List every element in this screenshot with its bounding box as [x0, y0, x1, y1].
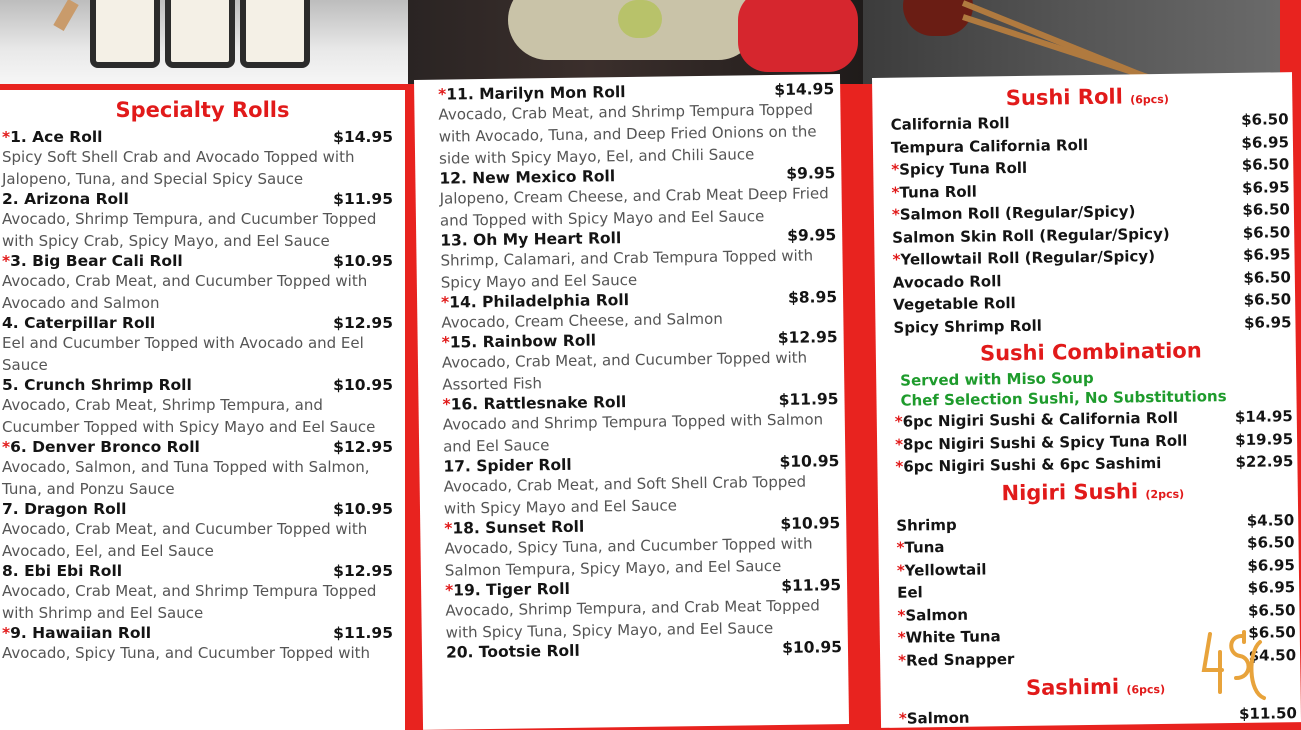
- item-price: $10.95: [782, 638, 842, 657]
- item-price: $6.50: [1248, 599, 1296, 622]
- item-name: 14. Philadelphia Roll: [449, 291, 629, 312]
- item-description: Avocado, Shrimp Tempura, and Crab Meat Topped with Spicy Tuna, Spicy Mayo, and Eel Sauce: [445, 594, 842, 644]
- specialty-rolls-panel: [0, 90, 405, 730]
- item-price: $10.95: [333, 500, 393, 518]
- item-price: $6.95: [1242, 176, 1290, 199]
- item-price: $6.95: [1244, 311, 1292, 334]
- raw-fish-marker: *: [441, 294, 449, 312]
- item-name: California Roll: [891, 114, 1010, 134]
- item-price: $9.95: [787, 226, 836, 245]
- item-price: $11.95: [333, 624, 393, 642]
- sushi-roll-title: Sushi Roll (6pcs): [872, 82, 1292, 112]
- item-description: Avocado, Crab Meat, and Cucumber Topped with Avocado and Salmon: [2, 270, 397, 314]
- item-description: Avocado, Crab Meat, and Shrimp Tempura Topped with Shrimp and Eel Sauce: [2, 580, 397, 624]
- item-description: Avocado, Crab Meat, and Cucumber Topped with Assorted Fish: [442, 346, 839, 396]
- item-price: $6.50: [1243, 266, 1291, 289]
- raw-fish-marker: *: [895, 413, 903, 431]
- item-price: $10.95: [333, 376, 393, 394]
- specialty-rolls-title: Specialty Rolls: [0, 98, 405, 122]
- combo-note-chef: Chef Selection Sushi, No Substitutions: [900, 385, 1296, 411]
- item-description: Shrimp, Calamari, and Crab Tempura Topped with Spicy Mayo and Eel Sauce: [440, 244, 837, 294]
- item-name: Red Snapper: [906, 650, 1015, 670]
- item-description: Spicy Soft Shell Crab and Avocado Topped with Jalopeno, Tuna, and Special Spicy Sauce: [2, 146, 397, 190]
- specialty-rolls-list-2: [414, 74, 848, 662]
- item-name: 8pc Nigiri Sushi & Spicy Tuna Roll: [903, 431, 1188, 453]
- raw-fish-marker: *: [898, 629, 906, 647]
- item-description: Avocado and Shrimp Tempura Topped with Salmon and Eel Sauce: [443, 408, 840, 458]
- menu-item: [2, 252, 397, 314]
- menu-item: [2, 500, 397, 562]
- item-name: 6pc Nigiri Sushi & 6pc Sashimi: [903, 454, 1161, 476]
- raw-fish-marker: *: [445, 582, 453, 600]
- raw-fish-marker: *: [2, 252, 10, 270]
- item-description: Avocado, Spicy Tuna, and Cucumber Topped with Salmon Tempura, Spicy Mayo, and Eel Sauce: [444, 532, 841, 582]
- item-price: $22.95: [1235, 450, 1293, 473]
- item-name: 3. Big Bear Cali Roll: [10, 252, 183, 270]
- item-price: $6.50: [1248, 621, 1296, 644]
- item-price: $14.95: [1235, 405, 1293, 428]
- menu-item: [895, 450, 1293, 478]
- item-description: Jalopeno, Cream Cheese, and Crab Meat Deep Fried and Topped with Spicy Mayo and Eel Sauce: [440, 182, 837, 232]
- item-price: $10.95: [333, 252, 393, 270]
- menu-item: [893, 311, 1291, 339]
- raw-fish-marker: *: [891, 183, 899, 201]
- raw-fish-marker: *: [2, 438, 10, 456]
- item-price: $8.95: [788, 288, 837, 307]
- item-name: White Tuna: [906, 627, 1001, 646]
- item-price: $6.50: [1241, 108, 1289, 131]
- sushi-combination-title: Sushi Combination: [876, 337, 1296, 367]
- raw-fish-marker: *: [897, 561, 905, 579]
- restaurant-logo-icon: [1198, 622, 1268, 712]
- item-price: $12.95: [333, 314, 393, 332]
- item-name: Shrimp: [896, 515, 957, 534]
- item-name: 2. Arizona Roll: [2, 190, 129, 208]
- sushi-roll-list: [872, 106, 1295, 339]
- sushi-roll-photo: [0, 0, 408, 84]
- raw-fish-marker: *: [898, 651, 906, 669]
- raw-fish-marker: *: [892, 206, 900, 224]
- item-price: $6.50: [1247, 531, 1295, 554]
- combo-note-miso: Served with Miso Soup: [900, 365, 1296, 391]
- menu-item: [439, 164, 836, 232]
- item-name: Spicy Shrimp Roll: [893, 316, 1042, 336]
- raw-fish-marker: *: [897, 606, 905, 624]
- raw-fish-marker: *: [442, 334, 450, 352]
- item-name: 7. Dragon Roll: [2, 500, 126, 518]
- item-name: 4. Caterpillar Roll: [2, 314, 155, 332]
- item-price: $6.95: [1248, 576, 1296, 599]
- item-price: $6.50: [1243, 221, 1291, 244]
- item-price: $12.95: [333, 438, 393, 456]
- item-price: $4.50: [1247, 509, 1295, 532]
- item-description: Avocado, Shrimp Tempura, and Cucumber Topped with Spicy Crab, Spicy Mayo, and Eel Sauce: [2, 208, 397, 252]
- menu-item: [442, 328, 839, 396]
- item-name: Yellowtail: [905, 560, 987, 579]
- item-price: $6.50: [1242, 153, 1290, 176]
- item-description: Avocado, Spicy Tuna, and Cucumber Topped with: [2, 642, 397, 664]
- item-name: Tempura California Roll: [891, 135, 1088, 156]
- item-price: $4.50: [1248, 644, 1296, 667]
- item-name: Salmon Roll (Regular/Spicy): [900, 202, 1136, 223]
- item-description: Avocado, Crab Meat, Shrimp Tempura, and Cucumber Topped with Spicy Mayo and Eel Sauce: [2, 394, 397, 438]
- item-price: $11.95: [333, 190, 393, 208]
- combo-list: [877, 405, 1298, 478]
- item-name: Yellowtail Roll (Regular/Spicy): [900, 247, 1155, 269]
- raw-fish-marker: *: [896, 539, 904, 557]
- item-price: $6.95: [1241, 131, 1289, 154]
- photo-strip: [0, 0, 1280, 84]
- item-price: $14.95: [333, 128, 393, 146]
- item-name: 6. Denver Bronco Roll: [10, 438, 200, 456]
- raw-fish-marker: *: [444, 520, 452, 538]
- raw-fish-marker: *: [895, 435, 903, 453]
- item-name: 8. Ebi Ebi Roll: [2, 562, 122, 580]
- item-price: $6.95: [1247, 554, 1295, 577]
- item-name: 17. Spider Roll: [443, 456, 572, 476]
- item-price: $12.95: [333, 562, 393, 580]
- item-name: Salmon: [905, 605, 968, 624]
- item-name: 5. Crunch Shrimp Roll: [2, 376, 192, 394]
- item-name: 18. Sunset Roll: [452, 518, 584, 538]
- item-price: $6.95: [1243, 243, 1291, 266]
- specialty-rolls-list: [0, 122, 405, 664]
- menu-item: [2, 314, 397, 376]
- menu-item: [445, 576, 842, 644]
- menu-item: [440, 226, 837, 294]
- menu-item: [2, 562, 397, 624]
- item-description: Avocado, Salmon, and Tuna Topped with Salmon, Tuna, and Ponzu Sauce: [2, 456, 397, 500]
- item-description: Avocado, Cream Cheese, and Salmon: [441, 306, 837, 334]
- menu-item: [2, 624, 397, 664]
- item-name: Eel: [897, 583, 923, 601]
- item-description: Avocado, Crab Meat, and Shrimp Tempura Topped with Avocado, Tuna, and Deep Fried Onions on the side with Spicy Mayo, Eel, and Chili Sauce: [438, 98, 835, 170]
- item-price: $6.50: [1242, 198, 1290, 221]
- chopsticks-photo: [863, 0, 1280, 84]
- item-name: Tuna Roll: [899, 182, 977, 201]
- item-price: $11.50: [1239, 702, 1297, 725]
- item-name: 6pc Nigiri Sushi & California Roll: [903, 409, 1179, 431]
- item-name: Tuna: [904, 538, 944, 557]
- item-price: $12.95: [778, 328, 838, 347]
- rainbow-roll-photo: [408, 0, 863, 84]
- item-name: 19. Tiger Roll: [453, 580, 570, 600]
- raw-fish-marker: *: [892, 251, 900, 269]
- sashimi-title: Sashimi (6pcs): [880, 672, 1300, 702]
- menu-item: [2, 128, 397, 190]
- item-description: Eel and Cucumber Topped with Avocado and Eel Sauce: [2, 332, 397, 376]
- menu-item: [442, 390, 839, 458]
- menu-item: [441, 288, 838, 334]
- item-description: Avocado, Crab Meat, and Cucumber Topped with Avocado, Eel, and Eel Sauce: [2, 518, 397, 562]
- item-name: 9. Hawaiian Roll: [10, 624, 151, 642]
- menu-item: [2, 376, 397, 438]
- specialty-rolls-panel-2: [414, 74, 849, 730]
- item-price: $9.95: [786, 164, 835, 183]
- menu-item: [438, 80, 835, 170]
- item-price: $19.95: [1235, 428, 1293, 451]
- item-name: Salmon Skin Roll (Regular/Spicy): [892, 224, 1170, 246]
- raw-fish-marker: *: [2, 624, 10, 642]
- item-name: Spicy Tuna Roll: [899, 159, 1027, 179]
- item-price: $11.95: [779, 390, 839, 409]
- item-price: $10.95: [779, 452, 839, 471]
- menu-item: [443, 452, 840, 520]
- menu-item: [444, 514, 841, 582]
- item-name: 11. Marilyn Mon Roll: [446, 83, 625, 104]
- item-name: 13. Oh My Heart Roll: [440, 229, 621, 250]
- item-price: $10.95: [780, 514, 840, 533]
- item-name: 12. New Mexico Roll: [439, 167, 615, 187]
- raw-fish-marker: *: [438, 86, 446, 104]
- item-name: 1. Ace Roll: [10, 128, 102, 146]
- item-name: 15. Rainbow Roll: [450, 331, 597, 351]
- item-name: 16. Rattlesnake Roll: [451, 393, 627, 413]
- raw-fish-marker: *: [442, 396, 450, 414]
- item-name: 20. Tootsie Roll: [446, 642, 580, 662]
- raw-fish-marker: *: [2, 128, 10, 146]
- nigiri-title: Nigiri Sushi (2pcs): [878, 477, 1298, 507]
- item-name: Avocado Roll: [893, 272, 1002, 292]
- item-price: $14.95: [774, 80, 834, 99]
- item-description: Avocado, Crab Meat, and Soft Shell Crab Topped with Spicy Mayo and Eel Sauce: [444, 470, 841, 520]
- raw-fish-marker: *: [899, 710, 907, 728]
- item-price: $6.50: [1244, 288, 1292, 311]
- raw-fish-marker: *: [895, 458, 903, 476]
- item-price: $11.95: [781, 576, 841, 595]
- menu-item: [2, 438, 397, 500]
- raw-fish-marker: *: [891, 161, 899, 179]
- menu-item: [2, 190, 397, 252]
- item-name: Salmon: [907, 709, 970, 728]
- item-name: Vegetable Roll: [893, 294, 1016, 314]
